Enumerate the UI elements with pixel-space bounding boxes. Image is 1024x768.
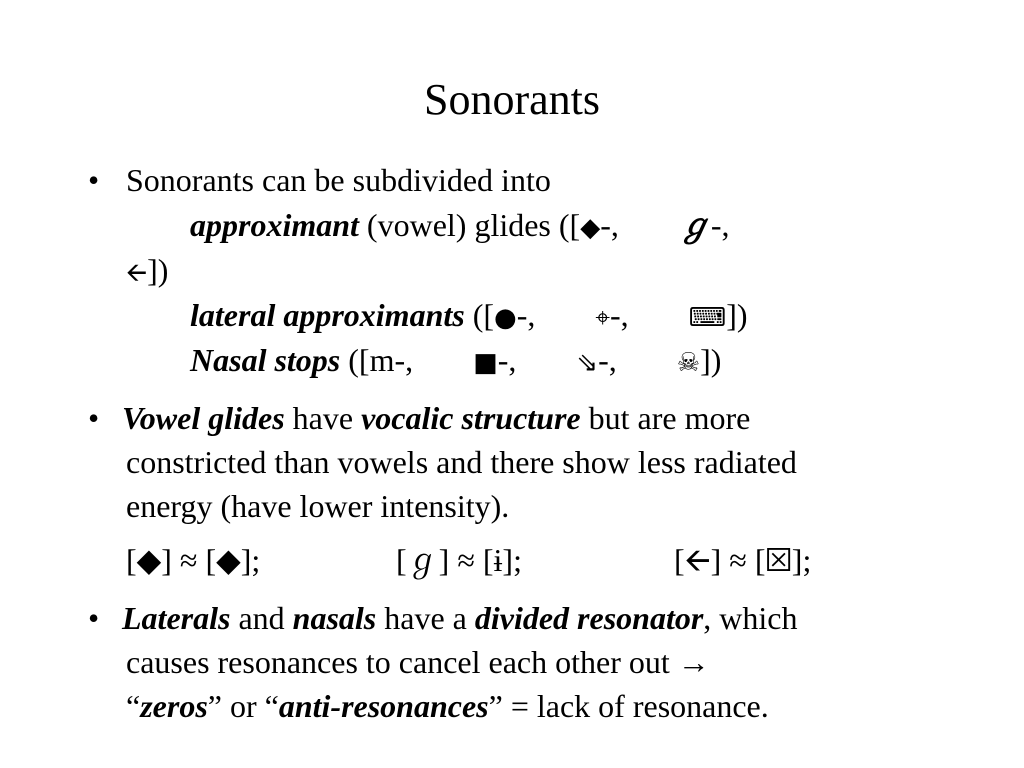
divided-resonator-term: divided resonator bbox=[474, 600, 704, 636]
nasal-sep-1: -, bbox=[394, 342, 414, 378]
approx-sep-2: -, bbox=[710, 207, 730, 243]
bullet-3-text: ” or “ bbox=[207, 688, 279, 724]
lateral-close: ]) bbox=[726, 297, 748, 333]
bullet-1-intro: Sonorants can be subdivided into bbox=[126, 162, 551, 198]
laterals-term: Laterals bbox=[122, 600, 231, 636]
nasal-symbol-2: ■ bbox=[473, 348, 498, 378]
bullet-3-text: ” = lack of resonance. bbox=[488, 688, 769, 724]
lateral-line bbox=[190, 295, 748, 338]
equivalence-c: [🡨] ≈ [☒]; bbox=[674, 542, 812, 578]
approximant-line-2 bbox=[126, 250, 168, 293]
vowel-glides-term: Vowel glides bbox=[122, 400, 285, 436]
bullet-3-text: “ bbox=[126, 688, 141, 724]
slide-title: Sonorants bbox=[424, 75, 600, 124]
bullet-2-text: but are more bbox=[580, 400, 751, 436]
bullet-2-text: have bbox=[284, 400, 362, 436]
equivalence-line bbox=[126, 540, 260, 580]
lateral-symbol-1: ● bbox=[494, 303, 517, 333]
bullet-2-line-2: constricted than vowels and there show less radiated bbox=[126, 444, 797, 480]
approximant-line bbox=[190, 205, 730, 248]
bullet-3-text: and bbox=[230, 600, 293, 636]
approx-symbol-3: 🡨 bbox=[126, 258, 148, 288]
bullet-2-line-1 bbox=[122, 398, 750, 438]
lateral-sep-1: -, bbox=[516, 297, 536, 333]
nasals-term: nasals bbox=[292, 600, 377, 636]
zeros-term: zeros bbox=[140, 688, 208, 724]
lateral-symbol-3: ⌨ bbox=[688, 303, 727, 333]
lateral-sep-2: -, bbox=[610, 297, 629, 333]
nasal-sep-2: -, bbox=[497, 342, 517, 378]
bullet-3-line-1 bbox=[122, 598, 797, 638]
bullet-3-marker: • bbox=[88, 600, 100, 636]
bullet-3-text: , which bbox=[703, 600, 798, 636]
anti-resonances-term: anti-resonances bbox=[278, 688, 489, 724]
bullet-1-marker: • bbox=[88, 162, 100, 198]
approx-symbol-2: ℊ bbox=[678, 207, 711, 243]
approx-sep-1: -, bbox=[600, 207, 619, 243]
nasal-sep-3: -, bbox=[598, 342, 617, 378]
approx-close: ]) bbox=[147, 252, 169, 288]
equivalence-b: [ℊ] ≈ [ɨ]; bbox=[396, 542, 522, 578]
nasal-symbol-4: ☠ bbox=[676, 348, 701, 378]
lateral-open: ([ bbox=[464, 297, 495, 333]
nasal-symbol-3: ⇘ bbox=[576, 348, 599, 378]
vocalic-structure-term: vocalic structure bbox=[361, 400, 581, 436]
lateral-term: lateral approximants bbox=[190, 297, 465, 333]
bullet-2-marker: • bbox=[88, 400, 100, 436]
lateral-symbol-2: ⌖ bbox=[595, 303, 610, 333]
approximant-rest: (vowel) glides ([ bbox=[358, 207, 581, 243]
nasal-line bbox=[190, 340, 721, 383]
nasal-term: Nasal stops bbox=[190, 342, 341, 378]
approx-symbol-1: ◆ bbox=[580, 213, 601, 243]
bullet-3-line-3 bbox=[126, 686, 769, 726]
bullet-3-line-2: causes resonances to cancel each other out → bbox=[126, 644, 710, 680]
nasal-open: ([m bbox=[340, 342, 395, 378]
approximant-term: approximant bbox=[190, 207, 359, 243]
bullet-3-text: have a bbox=[376, 600, 475, 636]
equivalence-a: [◆] ≈ [◆]; bbox=[126, 542, 261, 578]
nasal-close: ]) bbox=[700, 342, 722, 378]
bullet-2-line-3: energy (have lower intensity). bbox=[126, 488, 510, 524]
